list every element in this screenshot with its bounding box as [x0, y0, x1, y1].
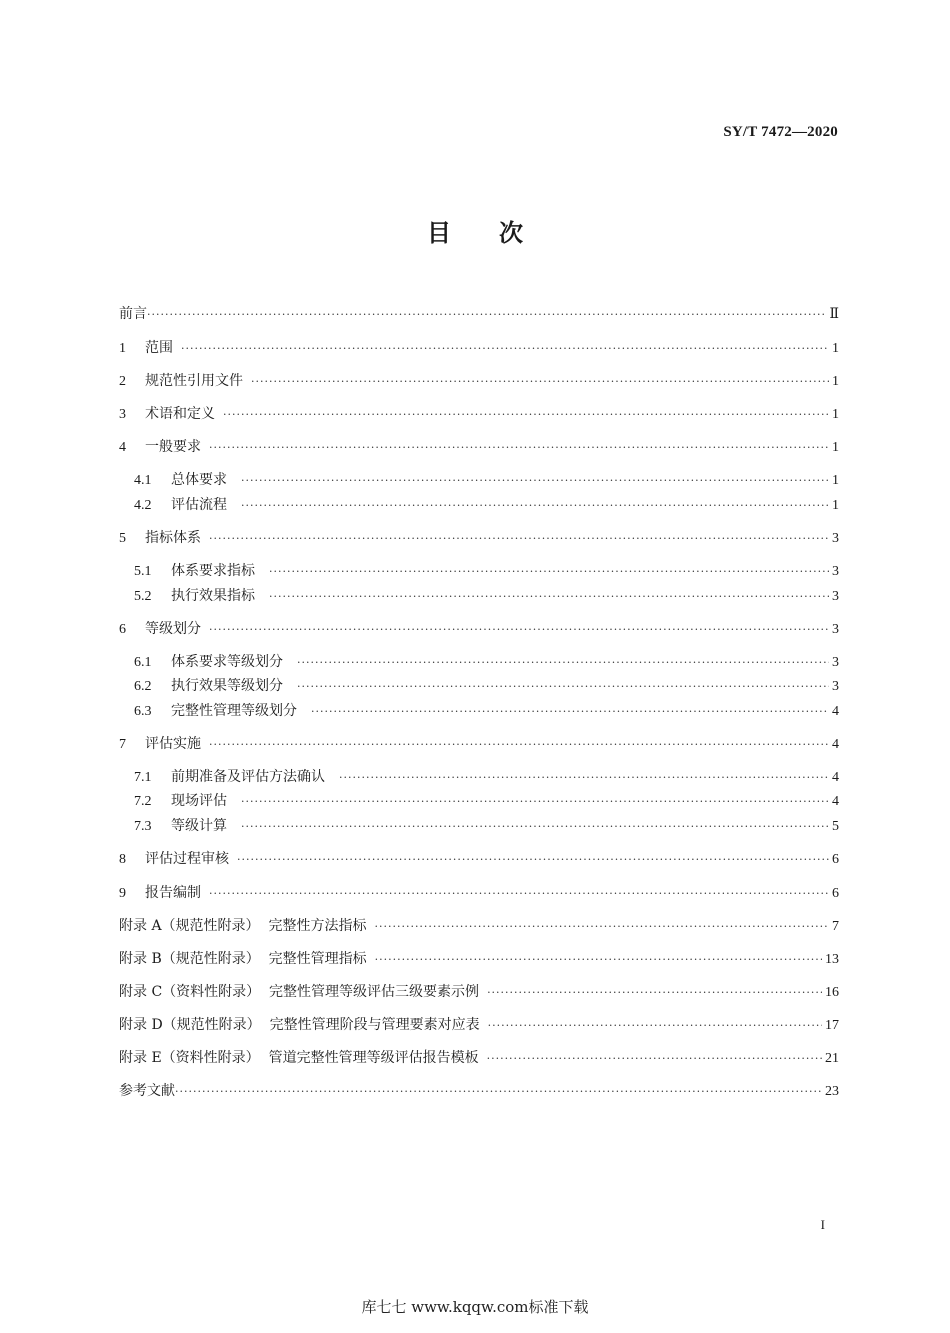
toc-leader [488, 1016, 822, 1036]
toc-entry-6-2[interactable] [134, 676, 839, 696]
toc-leader [209, 884, 829, 904]
toc-label: 术语和定义 [145, 406, 215, 422]
toc-leader [241, 471, 829, 491]
toc-number: 6.2 [134, 679, 152, 694]
standard-code: SY/T 7472—2020 [723, 124, 838, 140]
toc-leader [269, 562, 829, 582]
toc-number: 5 [119, 531, 126, 546]
toc-label: 评估流程 [171, 497, 227, 513]
toc-leader [237, 850, 829, 870]
toc-number: 5.2 [134, 589, 152, 604]
page-folio: I [820, 1217, 825, 1232]
toc-label: 前言 [119, 306, 147, 322]
toc-page: 1 [832, 498, 839, 513]
toc-label: 体系要求指标 [171, 563, 255, 579]
toc-label: 执行效果指标 [171, 588, 255, 604]
toc-entry-4-1[interactable] [134, 470, 839, 490]
toc-label: 指标体系 [145, 530, 201, 546]
toc-number: 4.1 [134, 473, 152, 488]
toc-entry-6[interactable] [119, 619, 839, 639]
toc-entry-4-2[interactable] [134, 495, 839, 515]
toc-leader [209, 620, 829, 640]
toc-page: 13 [825, 952, 839, 967]
toc-entry-appendix-d[interactable] [119, 1015, 839, 1035]
toc-leader [487, 1049, 822, 1069]
toc-page: 1 [832, 374, 839, 389]
toc-page: 3 [832, 622, 839, 637]
toc-label: 前期准备及评估方法确认 [171, 769, 325, 785]
toc-entry-5-2[interactable] [134, 586, 839, 606]
toc-leader [297, 653, 829, 673]
toc-leader [269, 587, 829, 607]
toc-number: 5.1 [134, 564, 152, 579]
toc-leader [223, 405, 829, 425]
toc-entry-1[interactable] [119, 338, 839, 358]
toc-leader [297, 677, 829, 697]
toc-label: 附录 A（规范性附录） 完整性方法指标 [119, 918, 367, 934]
toc-leader [251, 372, 829, 392]
toc-label: 现场评估 [171, 793, 227, 809]
toc-number: 6 [119, 622, 126, 637]
toc-entry-foreword[interactable] [119, 304, 839, 324]
toc-entry-6-3[interactable] [134, 701, 839, 721]
toc-page: 17 [825, 1018, 839, 1033]
toc-leader [339, 768, 829, 788]
toc-page: 23 [825, 1084, 839, 1099]
toc-page: 3 [832, 564, 839, 579]
toc-leader [241, 817, 829, 837]
toc-leader [209, 438, 829, 458]
toc-page: 3 [832, 531, 839, 546]
toc-page: 6 [832, 852, 839, 867]
toc-label: 执行效果等级划分 [171, 678, 283, 694]
toc-entry-appendix-a[interactable] [119, 916, 839, 936]
toc-label: 规范性引用文件 [145, 373, 243, 389]
toc-entry-references[interactable] [119, 1081, 839, 1101]
toc-leader [209, 529, 829, 549]
toc-entry-9[interactable] [119, 883, 839, 903]
toc-entry-3[interactable] [119, 404, 839, 424]
toc-number: 7.3 [134, 819, 152, 834]
toc-leader [181, 339, 829, 359]
toc-leader [487, 983, 822, 1003]
toc-label: 附录 E（资料性附录） 管道完整性管理等级评估报告模板 [119, 1050, 479, 1066]
toc-entry-7-2[interactable] [134, 791, 839, 811]
toc-number: 4 [119, 440, 126, 455]
toc-page: 7 [832, 919, 839, 934]
toc-entry-8[interactable] [119, 849, 839, 869]
toc-leader [375, 950, 822, 970]
toc-label: 体系要求等级划分 [171, 654, 283, 670]
toc-entry-6-1[interactable] [134, 652, 839, 672]
toc-label: 评估过程审核 [145, 851, 229, 867]
toc-label: 附录 B（规范性附录） 完整性管理指标 [119, 951, 367, 967]
toc-page: 3 [832, 589, 839, 604]
toc-page: 4 [832, 794, 839, 809]
toc-label: 范围 [145, 340, 173, 356]
toc-number: 8 [119, 852, 126, 867]
toc-leader [311, 702, 829, 722]
toc-number: 6.3 [134, 704, 152, 719]
page-title: 目次 [427, 219, 571, 247]
toc-entry-7-3[interactable] [134, 816, 839, 836]
toc-entry-appendix-e[interactable] [119, 1048, 839, 1068]
toc-number: 7.1 [134, 770, 152, 785]
toc-label: 一般要求 [145, 439, 201, 455]
toc-page: 1 [832, 407, 839, 422]
toc-number: 9 [119, 886, 126, 901]
toc-number: 7.2 [134, 794, 152, 809]
toc-leader [374, 917, 829, 937]
toc-leader [175, 1082, 822, 1102]
toc-number: 6.1 [134, 655, 152, 670]
toc-label: 等级计算 [171, 818, 227, 834]
toc-label: 总体要求 [171, 472, 227, 488]
toc-page: 3 [832, 655, 839, 670]
toc-entry-4[interactable] [119, 437, 839, 457]
toc-entry-7-1[interactable] [134, 767, 839, 787]
toc-number: 2 [119, 374, 126, 389]
toc-leader [147, 305, 826, 325]
toc-page: 6 [832, 886, 839, 901]
toc-label: 完整性管理等级划分 [171, 703, 297, 719]
toc-leader [241, 496, 829, 516]
toc-entry-2[interactable] [119, 371, 839, 391]
toc-entry-5[interactable] [119, 528, 839, 548]
toc-label: 评估实施 [145, 736, 201, 752]
toc-page: 16 [825, 985, 839, 1000]
toc-page: 4 [832, 704, 839, 719]
toc-page: 1 [832, 341, 839, 356]
toc-entry-7[interactable] [119, 734, 839, 754]
toc-leader [209, 735, 829, 755]
toc-number: 1 [119, 341, 126, 356]
toc-page: 1 [832, 473, 839, 488]
toc-page: 1 [832, 440, 839, 455]
toc-page: 4 [832, 737, 839, 752]
toc-number: 7 [119, 737, 126, 752]
toc-number: 4.2 [134, 498, 152, 513]
toc-label: 报告编制 [145, 885, 201, 901]
toc-page: Ⅱ [829, 307, 839, 322]
toc-page: 21 [825, 1051, 839, 1066]
watermark-text: 库七七 www.kqqw.com标准下载 [361, 1298, 589, 1316]
toc-label: 等级划分 [145, 621, 201, 637]
toc-label: 附录 D（规范性附录） 完整性管理阶段与管理要素对应表 [119, 1017, 480, 1033]
toc-label: 参考文献 [119, 1083, 175, 1099]
toc-page: 3 [832, 679, 839, 694]
toc-number: 3 [119, 407, 126, 422]
toc-label: 附录 C（资料性附录） 完整性管理等级评估三级要素示例 [119, 984, 480, 1000]
toc-page: 5 [832, 819, 839, 834]
toc-entry-appendix-b[interactable] [119, 949, 839, 969]
toc-entry-5-1[interactable] [134, 561, 839, 581]
toc-leader [241, 792, 829, 812]
toc-entry-appendix-c[interactable] [119, 982, 839, 1002]
toc-page: 4 [832, 770, 839, 785]
